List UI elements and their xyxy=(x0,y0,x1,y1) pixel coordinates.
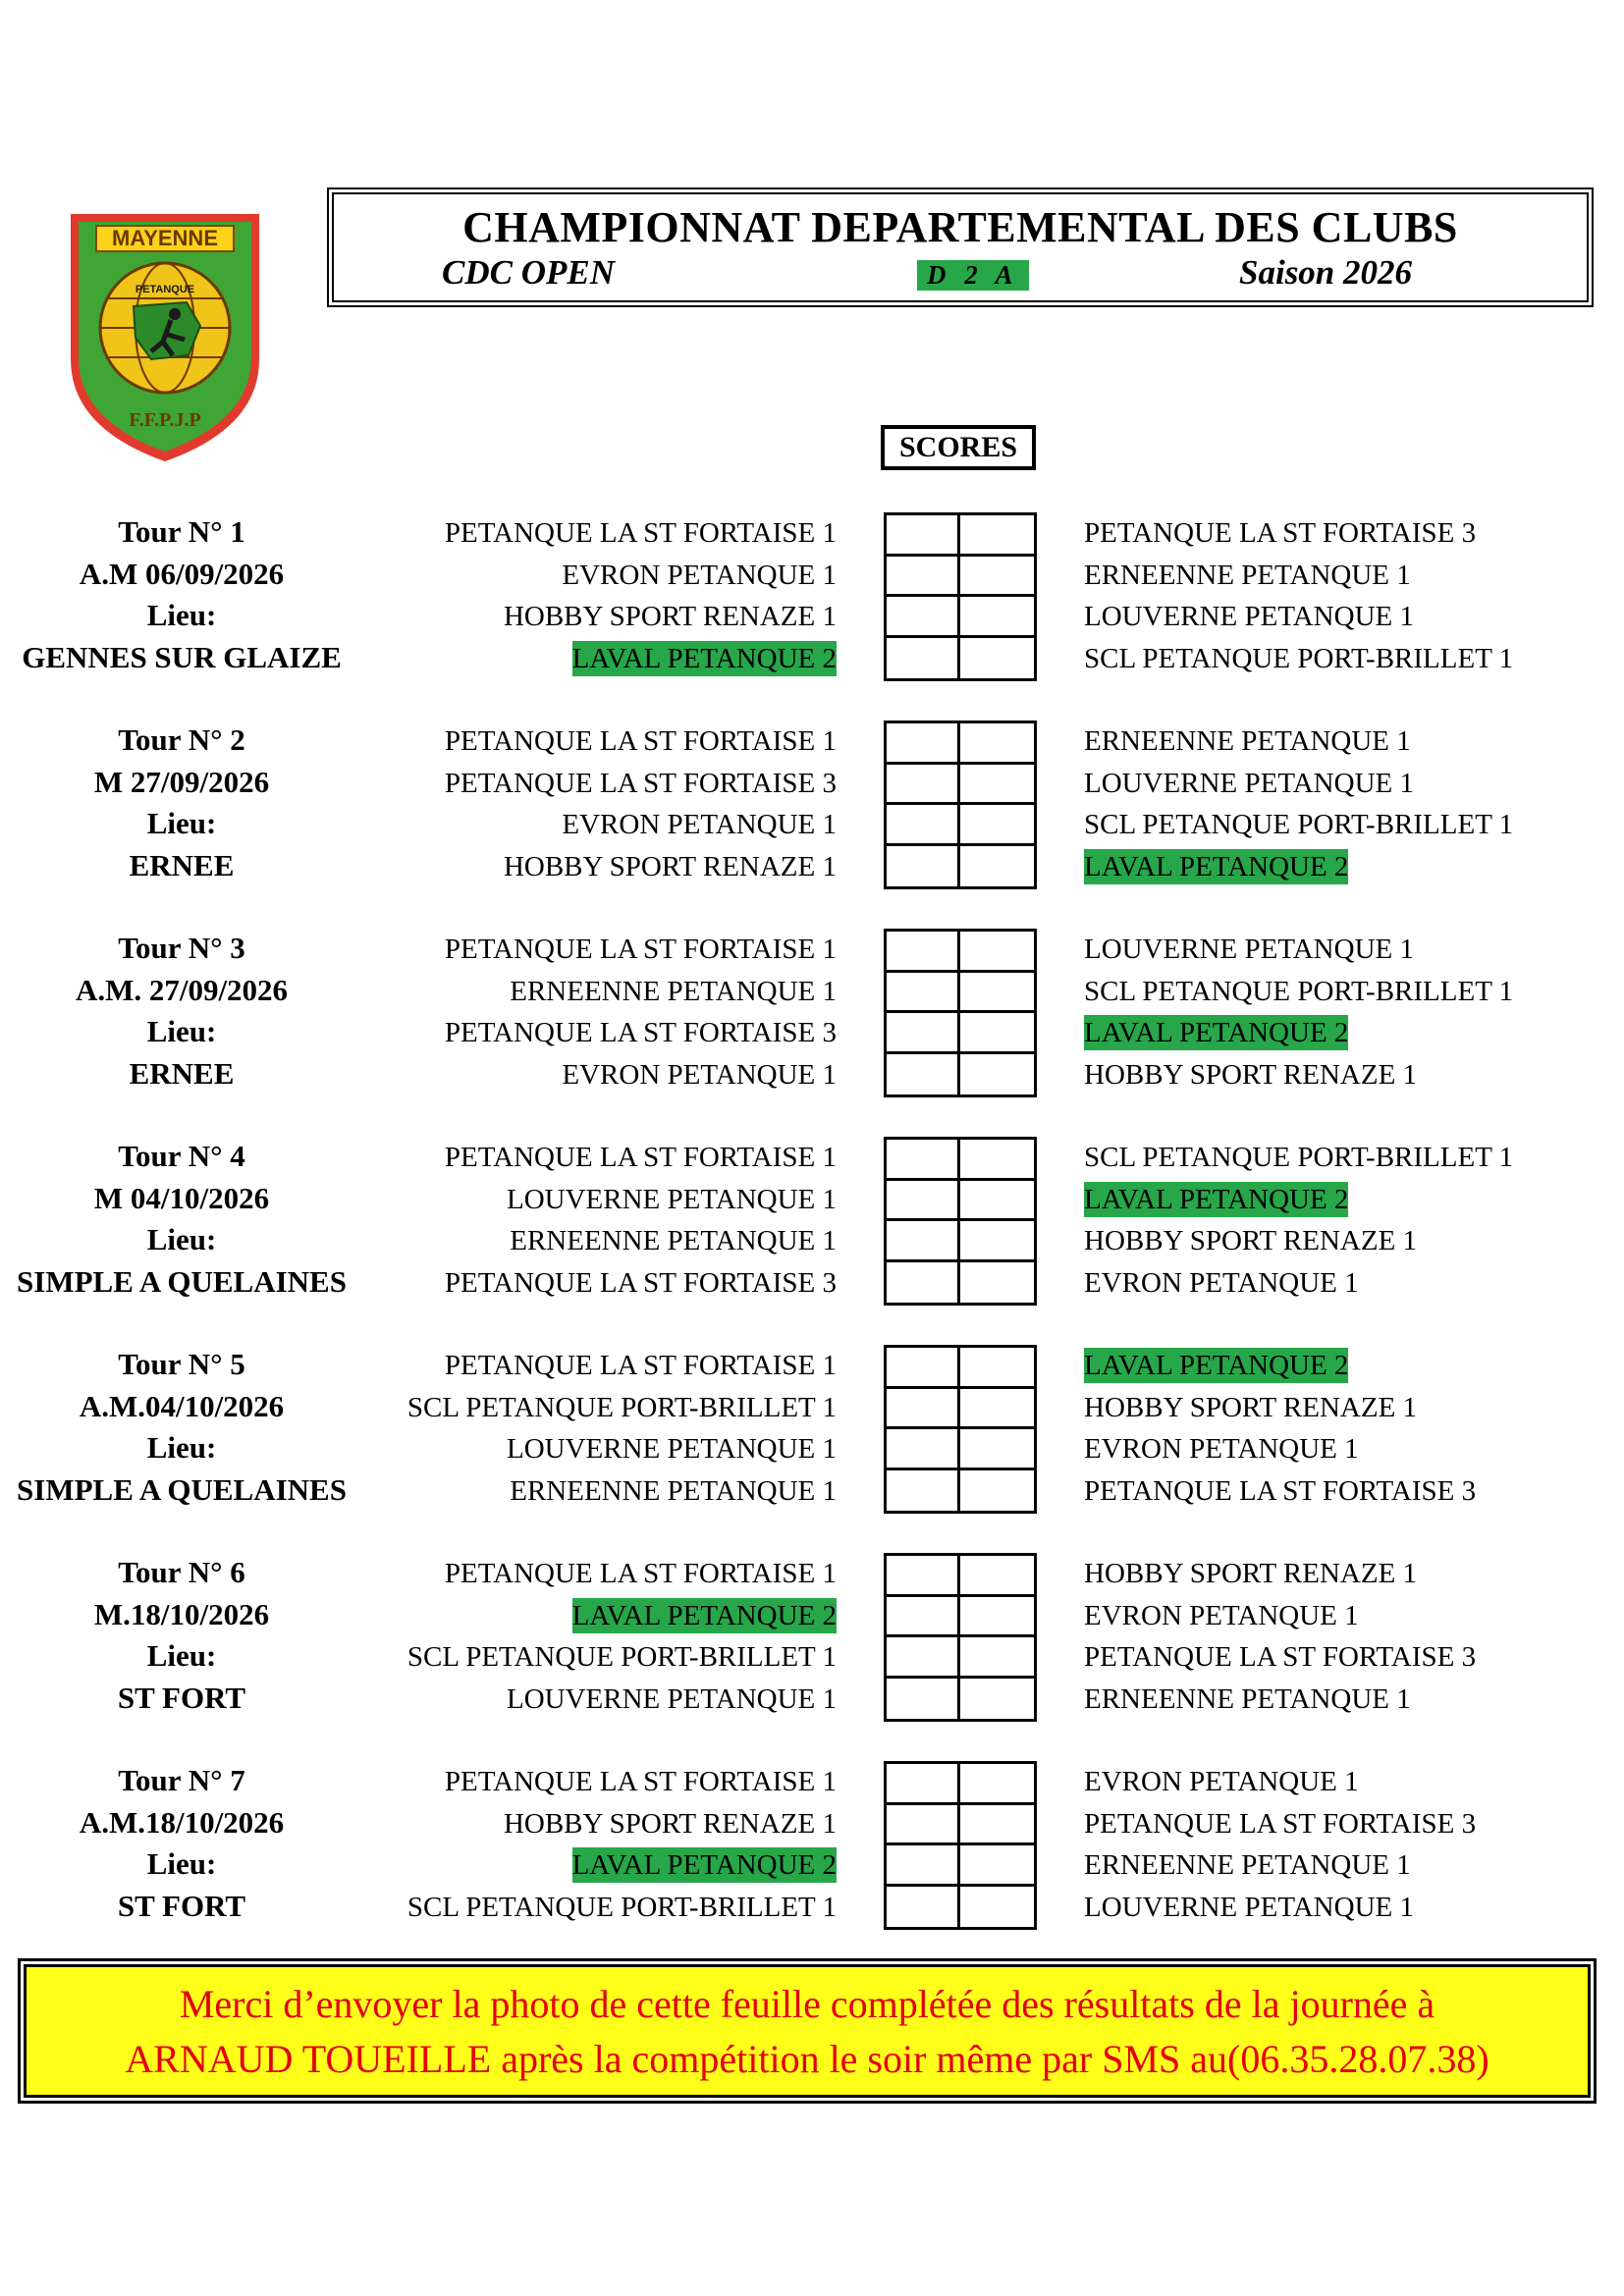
away-team: LOUVERNE PETANQUE 1 xyxy=(1084,934,1414,965)
score-cell[interactable] xyxy=(960,597,1034,638)
away-team: SCL PETANQUE PORT-BRILLET 1 xyxy=(1084,809,1514,840)
away-team: LAVAL PETANQUE 2 xyxy=(1084,1017,1349,1048)
lieu-label: Lieu: xyxy=(146,1222,217,1256)
score-grid xyxy=(884,1137,1037,1306)
score-cell[interactable] xyxy=(887,723,960,765)
tour-date: M 27/09/2026 xyxy=(93,764,270,799)
score-cell[interactable] xyxy=(960,1679,1034,1720)
tour-date: A.M. 27/09/2026 xyxy=(75,972,289,1007)
score-cell[interactable] xyxy=(960,1181,1034,1222)
home-team: EVRON PETANQUE 1 xyxy=(562,1058,837,1091)
scores-header: SCORES xyxy=(881,425,1036,470)
score-cell[interactable] xyxy=(960,846,1034,887)
tour-date: A.M 06/09/2026 xyxy=(79,556,285,591)
score-cell[interactable] xyxy=(960,1764,1034,1805)
home-team: LAVAL PETANQUE 2 xyxy=(571,642,837,674)
tour-title: Tour N° 5 xyxy=(118,1347,245,1381)
home-team: HOBBY SPORT RENAZE 1 xyxy=(503,601,837,632)
score-cell[interactable] xyxy=(960,1262,1034,1304)
footer-notice xyxy=(24,1964,1591,2098)
score-cell[interactable] xyxy=(887,1389,960,1430)
score-cell[interactable] xyxy=(960,1054,1034,1095)
away-team: HOBBY SPORT RENAZE 1 xyxy=(1084,1558,1418,1589)
lieu-value: ERNEE xyxy=(129,847,235,882)
home-team: PETANQUE LA ST FORTAISE 1 xyxy=(444,1766,837,1797)
score-cell[interactable] xyxy=(960,1556,1034,1597)
header-box xyxy=(332,192,1589,302)
lieu-value: SIMPLE A QUELAINES xyxy=(17,1263,347,1299)
tour-block xyxy=(0,929,1624,1101)
tour-date: A.M.04/10/2026 xyxy=(79,1388,285,1423)
tour-date: M 04/10/2026 xyxy=(93,1180,270,1215)
score-cell[interactable] xyxy=(887,1181,960,1222)
away-team: SCL PETANQUE PORT-BRILLET 1 xyxy=(1084,642,1514,674)
score-cell[interactable] xyxy=(960,1637,1034,1679)
away-team: ERNEENNE PETANQUE 1 xyxy=(1084,1682,1411,1715)
tour-title: Tour N° 3 xyxy=(118,931,245,965)
home-team: PETANQUE LA ST FORTAISE 3 xyxy=(444,767,837,799)
score-cell[interactable] xyxy=(887,1348,960,1389)
tour-title: Tour N° 4 xyxy=(118,1139,245,1173)
home-team: ERNEENNE PETANQUE 1 xyxy=(510,1225,837,1256)
home-team: HOBBY SPORT RENAZE 1 xyxy=(503,1807,837,1840)
score-cell[interactable] xyxy=(887,1805,960,1846)
competition-type: CDC OPEN xyxy=(442,253,615,292)
tour-title: Tour N° 6 xyxy=(118,1555,245,1589)
tour-block xyxy=(0,721,1624,893)
away-team: PETANQUE LA ST FORTAISE 3 xyxy=(1084,1474,1477,1507)
mayenne-petanque-logo xyxy=(69,212,261,463)
score-cell[interactable] xyxy=(887,1429,960,1470)
home-team: EVRON PETANQUE 1 xyxy=(562,559,837,591)
tour-block xyxy=(0,1553,1624,1726)
tour-date: M.18/10/2026 xyxy=(93,1596,270,1631)
away-team: LAVAL PETANQUE 2 xyxy=(1084,1183,1349,1215)
score-cell[interactable] xyxy=(887,1470,960,1512)
score-cell[interactable] xyxy=(960,1389,1034,1430)
home-team: SCL PETANQUE PORT-BRILLET 1 xyxy=(406,1641,837,1673)
score-cell[interactable] xyxy=(887,557,960,598)
home-team: PETANQUE LA ST FORTAISE 1 xyxy=(444,1558,837,1589)
score-cell[interactable] xyxy=(887,932,960,973)
home-team: PETANQUE LA ST FORTAISE 3 xyxy=(444,1017,837,1048)
page-title: CHAMPIONNAT DEPARTEMENTAL DES CLUBS xyxy=(462,203,1458,251)
footer-line-2: ARNAUD TOUEILLE après la compétition le soir même par SMS au(06.35.28.07.38) xyxy=(125,2037,1489,2081)
score-cell[interactable] xyxy=(887,805,960,846)
division-badge: D 2 A xyxy=(917,260,1029,291)
season-label: Saison 2026 xyxy=(1239,253,1413,292)
tour-block xyxy=(0,1137,1624,1309)
away-team: HOBBY SPORT RENAZE 1 xyxy=(1084,1391,1418,1423)
score-grid xyxy=(884,1553,1037,1722)
home-team: HOBBY SPORT RENAZE 1 xyxy=(503,850,837,882)
away-team: HOBBY SPORT RENAZE 1 xyxy=(1084,1225,1418,1256)
away-team: LAVAL PETANQUE 2 xyxy=(1084,850,1349,882)
home-team: LAVAL PETANQUE 2 xyxy=(571,1599,837,1631)
away-team: PETANQUE LA ST FORTAISE 3 xyxy=(1084,1807,1477,1840)
score-cell[interactable] xyxy=(960,1221,1034,1262)
lieu-value: ST FORT xyxy=(117,1888,246,1923)
home-team: ERNEENNE PETANQUE 1 xyxy=(510,975,837,1007)
score-cell[interactable] xyxy=(887,1221,960,1262)
lieu-label: Lieu: xyxy=(146,806,217,840)
score-cell[interactable] xyxy=(887,1637,960,1679)
tour-block xyxy=(0,1345,1624,1518)
score-grid xyxy=(884,721,1037,889)
svg-text:PETANQUE: PETANQUE xyxy=(135,284,195,295)
away-team: EVRON PETANQUE 1 xyxy=(1084,1266,1359,1299)
score-cell[interactable] xyxy=(960,1805,1034,1846)
home-team: LAVAL PETANQUE 2 xyxy=(571,1849,837,1881)
score-grid xyxy=(884,1761,1037,1930)
lieu-label: Lieu: xyxy=(146,1430,217,1465)
score-cell[interactable] xyxy=(887,1556,960,1597)
score-cell[interactable] xyxy=(887,846,960,887)
away-team: LOUVERNE PETANQUE 1 xyxy=(1084,1891,1414,1923)
score-cell[interactable] xyxy=(887,638,960,679)
score-cell[interactable] xyxy=(887,1597,960,1638)
away-team: EVRON PETANQUE 1 xyxy=(1084,1433,1359,1465)
score-cell[interactable] xyxy=(960,1597,1034,1638)
svg-text:F.F.P.J.P: F.F.P.J.P xyxy=(129,409,201,431)
score-cell[interactable] xyxy=(960,638,1034,679)
home-team: PETANQUE LA ST FORTAISE 1 xyxy=(444,1142,837,1173)
score-cell[interactable] xyxy=(960,1887,1034,1928)
away-team: PETANQUE LA ST FORTAISE 3 xyxy=(1084,517,1477,549)
score-cell[interactable] xyxy=(960,973,1034,1014)
score-cell[interactable] xyxy=(887,1262,960,1304)
home-team: PETANQUE LA ST FORTAISE 1 xyxy=(444,934,837,965)
lieu-label: Lieu: xyxy=(146,598,217,632)
home-team: LOUVERNE PETANQUE 1 xyxy=(507,1183,837,1215)
away-team: HOBBY SPORT RENAZE 1 xyxy=(1084,1058,1418,1091)
home-team: EVRON PETANQUE 1 xyxy=(562,809,837,840)
tour-block xyxy=(0,1761,1624,1934)
away-team: LOUVERNE PETANQUE 1 xyxy=(1084,601,1414,632)
score-cell[interactable] xyxy=(960,1429,1034,1470)
score-cell[interactable] xyxy=(887,765,960,806)
score-cell[interactable] xyxy=(887,597,960,638)
away-team: SCL PETANQUE PORT-BRILLET 1 xyxy=(1084,1142,1514,1173)
lieu-value: GENNES SUR GLAIZE xyxy=(22,639,342,674)
score-cell[interactable] xyxy=(887,973,960,1014)
score-grid xyxy=(884,1345,1037,1514)
score-cell[interactable] xyxy=(887,1054,960,1095)
score-cell[interactable] xyxy=(960,515,1034,557)
score-cell[interactable] xyxy=(960,805,1034,846)
away-team: ERNEENNE PETANQUE 1 xyxy=(1084,725,1411,757)
tour-title: Tour N° 1 xyxy=(118,514,245,549)
away-team: EVRON PETANQUE 1 xyxy=(1084,1766,1359,1797)
score-cell[interactable] xyxy=(887,1887,960,1928)
away-team: PETANQUE LA ST FORTAISE 3 xyxy=(1084,1641,1477,1673)
away-team: LAVAL PETANQUE 2 xyxy=(1084,1350,1349,1381)
score-cell[interactable] xyxy=(887,1013,960,1054)
lieu-label: Lieu: xyxy=(146,1846,217,1881)
away-team: EVRON PETANQUE 1 xyxy=(1084,1599,1359,1631)
score-cell[interactable] xyxy=(960,1348,1034,1389)
score-cell[interactable] xyxy=(960,1013,1034,1054)
tour-block xyxy=(0,512,1624,685)
home-team: PETANQUE LA ST FORTAISE 1 xyxy=(444,517,837,549)
lieu-label: Lieu: xyxy=(146,1014,217,1048)
score-cell[interactable] xyxy=(960,765,1034,806)
lieu-label: Lieu: xyxy=(146,1638,217,1673)
score-cell[interactable] xyxy=(887,515,960,557)
score-cell[interactable] xyxy=(887,1845,960,1887)
home-team: PETANQUE LA ST FORTAISE 1 xyxy=(444,725,837,757)
home-team: SCL PETANQUE PORT-BRILLET 1 xyxy=(406,1891,837,1923)
score-cell[interactable] xyxy=(960,932,1034,973)
home-team: SCL PETANQUE PORT-BRILLET 1 xyxy=(406,1391,837,1423)
lieu-value: ERNEE xyxy=(129,1055,235,1091)
score-grid xyxy=(884,929,1037,1097)
score-grid xyxy=(884,512,1037,681)
lieu-value: SIMPLE A QUELAINES xyxy=(17,1471,347,1507)
score-cell[interactable] xyxy=(960,1470,1034,1512)
score-cell[interactable] xyxy=(887,1140,960,1181)
svg-text:MAYENNE: MAYENNE xyxy=(112,226,218,250)
home-team: ERNEENNE PETANQUE 1 xyxy=(510,1474,837,1507)
away-team: SCL PETANQUE PORT-BRILLET 1 xyxy=(1084,975,1514,1007)
footer-line-1: Merci d’envoyer la photo de cette feuille complétée des résultats de la journée à xyxy=(179,1982,1435,2026)
score-cell[interactable] xyxy=(960,1845,1034,1887)
home-team: LOUVERNE PETANQUE 1 xyxy=(507,1433,837,1465)
lieu-value: ST FORT xyxy=(117,1680,246,1715)
away-team: ERNEENNE PETANQUE 1 xyxy=(1084,1849,1411,1881)
score-cell[interactable] xyxy=(887,1764,960,1805)
away-team: LOUVERNE PETANQUE 1 xyxy=(1084,767,1414,799)
score-cell[interactable] xyxy=(960,723,1034,765)
score-cell[interactable] xyxy=(887,1679,960,1720)
score-cell[interactable] xyxy=(960,1140,1034,1181)
home-team: PETANQUE LA ST FORTAISE 1 xyxy=(444,1350,837,1381)
tour-title: Tour N° 7 xyxy=(118,1763,245,1797)
score-cell[interactable] xyxy=(960,557,1034,598)
away-team: ERNEENNE PETANQUE 1 xyxy=(1084,559,1411,591)
home-team: PETANQUE LA ST FORTAISE 3 xyxy=(444,1266,837,1299)
tour-title: Tour N° 2 xyxy=(118,722,245,757)
tour-date: A.M.18/10/2026 xyxy=(79,1804,285,1840)
home-team: LOUVERNE PETANQUE 1 xyxy=(507,1682,837,1715)
